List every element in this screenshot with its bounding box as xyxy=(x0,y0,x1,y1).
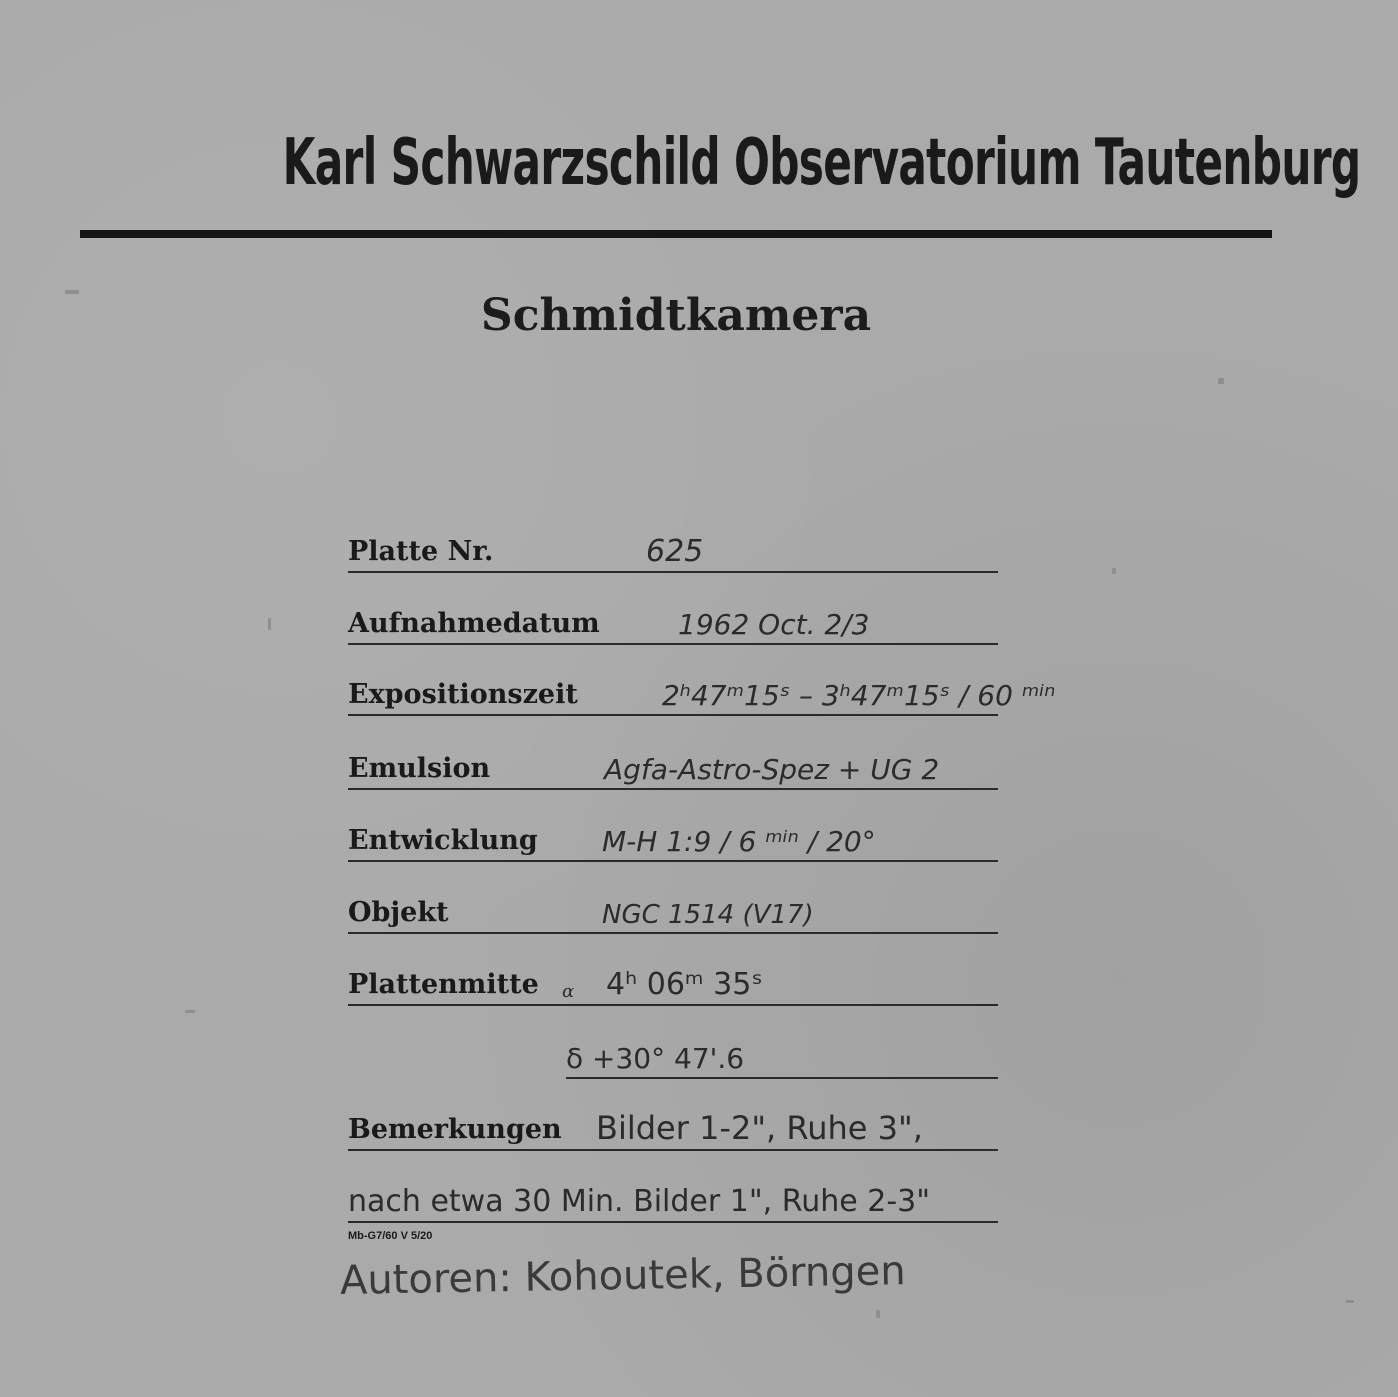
field-plattenmitte xyxy=(348,956,998,1006)
title-rule xyxy=(80,230,1272,238)
field-label-emulsion: Emulsion xyxy=(348,753,491,784)
paper-fleck xyxy=(1218,378,1224,384)
emulsion-value: Agfa-Astro-Spez + UG 2 xyxy=(604,753,940,786)
bemerkungen-line-1: Bilder 1-2", Ruhe 3", xyxy=(596,1109,923,1147)
right-ascension-value: 4ʰ 06ᵐ 35ˢ xyxy=(606,967,763,1002)
field-label-expositionszeit: Expositionszeit xyxy=(348,679,578,710)
field-rule xyxy=(348,571,998,573)
field-rule xyxy=(348,714,998,716)
paper-fleck xyxy=(1112,568,1116,574)
field-label-entwicklung: Entwicklung xyxy=(348,825,538,856)
field-rule xyxy=(348,1004,998,1006)
field-label-objekt: Objekt xyxy=(348,897,449,928)
field-plattenmitte-delta xyxy=(566,1029,998,1079)
paper-fleck xyxy=(1346,1300,1354,1303)
expositionszeit-value: 2ʰ47ᵐ15ˢ – 3ʰ47ᵐ15ˢ / 60 ᵐⁱⁿ xyxy=(662,679,1056,712)
field-entwicklung xyxy=(348,812,998,862)
field-label-platte-nr: Platte Nr. xyxy=(348,536,494,567)
form-code: Mb-G7/60 V 5/20 xyxy=(348,1230,433,1242)
field-bemerkungen xyxy=(348,1101,998,1151)
platte-nr-value: 625 xyxy=(646,534,704,569)
declination-value: δ +30° 47'.6 xyxy=(566,1042,745,1075)
observatory-title: Karl Schwarzschild Observatorium Tautenburg xyxy=(282,126,1361,200)
instrument-subtitle: Schmidtkamera xyxy=(480,290,872,341)
field-rule xyxy=(348,788,998,790)
field-aufnahmedatum xyxy=(348,595,998,645)
field-rule xyxy=(348,932,998,934)
field-rule xyxy=(566,1077,998,1079)
field-expositionszeit xyxy=(348,666,1056,716)
field-rule xyxy=(348,860,998,862)
field-label-bemerkungen: Bemerkungen xyxy=(348,1114,562,1145)
entwicklung-value: M-H 1:9 / 6 ᵐⁱⁿ / 20° xyxy=(602,825,876,858)
field-rule xyxy=(348,1221,998,1223)
field-label-plattenmitte: Plattenmitte xyxy=(348,969,539,1000)
objekt-value: NGC 1514 (V17) xyxy=(602,900,814,930)
aufnahmedatum-value: 1962 Oct. 2/3 xyxy=(678,608,870,641)
field-label-aufnahmedatum: Aufnahmedatum xyxy=(348,608,600,639)
paper-fleck xyxy=(185,1010,195,1013)
alpha-symbol: α xyxy=(562,981,575,1002)
field-rule xyxy=(348,1149,998,1151)
paper-fleck xyxy=(876,1310,880,1318)
field-bemerkungen-continued xyxy=(348,1173,998,1223)
bemerkungen-line-2: nach etwa 30 Min. Bilder 1", Ruhe 2-3" xyxy=(348,1184,931,1219)
field-platte-nr xyxy=(348,523,998,573)
authors-note: Autoren: Kohoutek, Börngen xyxy=(339,1248,907,1304)
field-objekt xyxy=(348,884,998,934)
field-emulsion xyxy=(348,740,998,790)
paper-fleck xyxy=(268,618,271,630)
field-rule xyxy=(348,643,998,645)
